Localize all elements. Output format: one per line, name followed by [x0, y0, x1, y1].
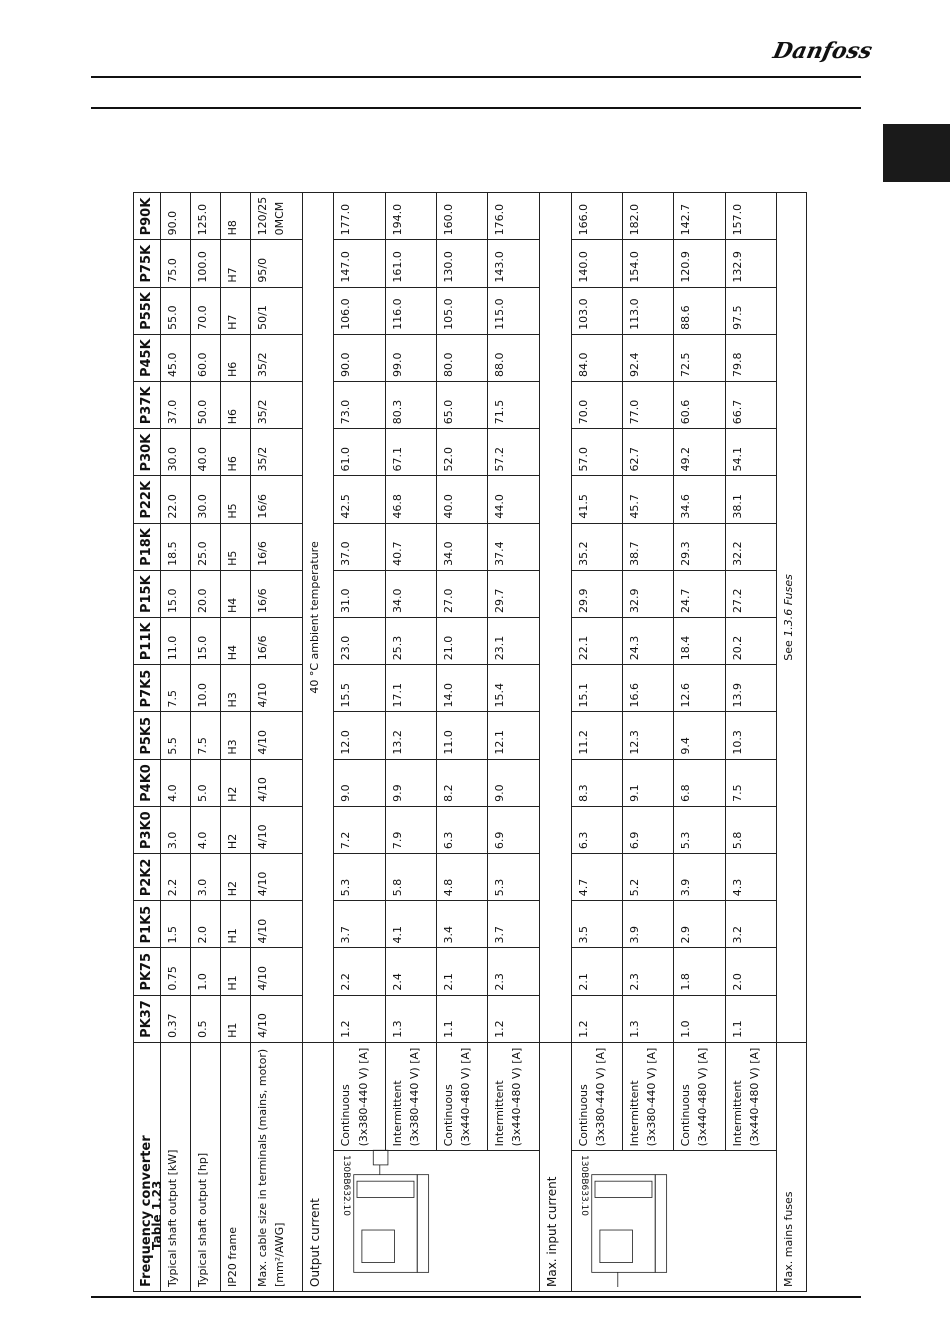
current-row — [725, 193, 776, 1292]
table-cell: 57.0 — [571, 429, 622, 476]
table-cell: 1.2 — [488, 995, 539, 1042]
table-cell: 92.4 — [622, 334, 673, 381]
rotated-table-container — [133, 192, 807, 1292]
table-cell: 60.0 — [191, 334, 221, 381]
model-p4k0: P4K0 — [134, 759, 161, 806]
table-cell: 20.0 — [191, 570, 221, 617]
table-cell: 29.9 — [571, 570, 622, 617]
table-cell: 50.0 — [191, 382, 221, 429]
table-cell: 130.0 — [437, 240, 488, 287]
row-label: Intermittent (3x440-480 V) [A] — [488, 1042, 539, 1151]
table-cell: 23.1 — [488, 618, 539, 665]
table-cell: 3.0 — [191, 854, 221, 901]
table-cell: 106.0 — [334, 287, 385, 334]
table-cell: 7.5 — [725, 759, 776, 806]
drive-display-shape — [600, 1230, 633, 1263]
fuses-see: See — [781, 640, 795, 661]
current-row — [571, 193, 622, 1292]
table-cell: H1 — [221, 901, 251, 948]
current-row — [437, 193, 488, 1292]
table-cell: 21.0 — [437, 618, 488, 665]
spec-row — [221, 193, 251, 1292]
table-cell: 34.0 — [385, 570, 436, 617]
table-cell: 99.0 — [385, 334, 436, 381]
chapter-tab-marker — [883, 124, 950, 182]
table-cell: 9.9 — [385, 759, 436, 806]
table-cell: 90.0 — [334, 334, 385, 381]
model-p18k: P18K — [134, 523, 161, 570]
table-cell: 100.0 — [191, 240, 221, 287]
table-cell: 3.7 — [488, 901, 539, 948]
model-p22k: P22K — [134, 476, 161, 523]
table-cell: 154.0 — [622, 240, 673, 287]
table-cell: 10.0 — [191, 665, 221, 712]
table-cell: 34.6 — [674, 476, 725, 523]
table-cell: 67.1 — [385, 429, 436, 476]
table-cell: 3.4 — [437, 901, 488, 948]
table-cell: 4.7 — [571, 854, 622, 901]
row-label: Intermittent (3x380-440 V) [A] — [385, 1042, 436, 1151]
section-title: Output current — [302, 1042, 334, 1291]
model-p30k: P30K — [134, 429, 161, 476]
table-cell: 46.8 — [385, 476, 436, 523]
row-label: Continuous (3x440-480 V) [A] — [674, 1042, 725, 1151]
table-cell: 97.5 — [725, 287, 776, 334]
model-p11k: P11K — [134, 618, 161, 665]
table-cell: 2.3 — [488, 948, 539, 995]
drive-base-shape — [418, 1175, 429, 1273]
table-cell: 3.9 — [674, 854, 725, 901]
table-cell: 40.0 — [191, 429, 221, 476]
table-cell: 120/25 0MCM — [251, 193, 302, 240]
table-cell: 3.7 — [334, 901, 385, 948]
table-cell: 7.5 — [161, 665, 191, 712]
table-cell: 15.0 — [191, 618, 221, 665]
spec-row — [251, 193, 302, 1292]
figure-id: 130BB632.10 — [341, 1155, 352, 1217]
model-p2k2: P2K2 — [134, 854, 161, 901]
table-cell: 12.6 — [674, 665, 725, 712]
table-cell: 3.0 — [161, 806, 191, 853]
table-cell: 11.0 — [161, 618, 191, 665]
table-cell: 32.2 — [725, 523, 776, 570]
table-cell: 66.7 — [725, 382, 776, 429]
table-cell: H5 — [221, 523, 251, 570]
table-cell: H6 — [221, 334, 251, 381]
current-row — [385, 193, 436, 1292]
table-cell: 30.0 — [191, 476, 221, 523]
fuses-reference — [776, 193, 806, 1043]
table-cell: 2.3 — [622, 948, 673, 995]
table-cell: 14.0 — [437, 665, 488, 712]
table-cell: 32.9 — [622, 570, 673, 617]
table-cell: 4.1 — [385, 901, 436, 948]
table-cell: 2.1 — [571, 948, 622, 995]
current-row — [622, 193, 673, 1292]
model-header-row — [134, 193, 161, 1292]
table-cell: 23.0 — [334, 618, 385, 665]
current-row — [334, 193, 385, 1292]
table-cell: 1.2 — [571, 995, 622, 1042]
row-label: Intermittent (3x380-440 V) [A] — [622, 1042, 673, 1151]
table-cell: 9.4 — [674, 712, 725, 759]
table-cell: 4/10 — [251, 854, 302, 901]
table-cell: 45.0 — [161, 334, 191, 381]
table-cell: 182.0 — [622, 193, 673, 240]
table-cell: 6.9 — [622, 806, 673, 853]
section-title: Max. input current — [539, 1042, 571, 1291]
table-cell: 18.4 — [674, 618, 725, 665]
table-cell: 7.2 — [334, 806, 385, 853]
table-cell: 34.0 — [437, 523, 488, 570]
table-cell: 2.0 — [725, 948, 776, 995]
table-cell: 37.0 — [334, 523, 385, 570]
table-cell: 71.5 — [488, 382, 539, 429]
table-cell: 60.6 — [674, 382, 725, 429]
table-cell: 37.0 — [161, 382, 191, 429]
table-cell: 6.3 — [437, 806, 488, 853]
table-cell: 22.0 — [161, 476, 191, 523]
table-cell: 10.3 — [725, 712, 776, 759]
table-cell: 4/10 — [251, 901, 302, 948]
header-rule-lower — [91, 107, 861, 109]
drive-body-shape — [591, 1175, 654, 1273]
table-cell: H4 — [221, 618, 251, 665]
drive-terminal-shape — [357, 1181, 414, 1197]
table-cell: 5.3 — [334, 854, 385, 901]
table-cell: 1.5 — [161, 901, 191, 948]
table-cell: 4/10 — [251, 806, 302, 853]
table-cell: H8 — [221, 193, 251, 240]
table-cell: H7 — [221, 240, 251, 287]
model-p7k5: P7K5 — [134, 665, 161, 712]
drive-display-shape — [362, 1230, 395, 1263]
spec-row — [191, 193, 221, 1292]
table-cell: 16/6 — [251, 523, 302, 570]
table-cell: 0.5 — [191, 995, 221, 1042]
corner-label: Frequency converter — [134, 1042, 161, 1291]
table-cell: 29.3 — [674, 523, 725, 570]
danfoss-logo-text: Danfoss — [770, 38, 875, 64]
table-cell: 50/1 — [251, 287, 302, 334]
table-cell: 75.0 — [161, 240, 191, 287]
table-cell: 177.0 — [334, 193, 385, 240]
table-cell: 16.6 — [622, 665, 673, 712]
table-cell: 1.2 — [334, 995, 385, 1042]
table-cell: 6.9 — [488, 806, 539, 853]
table-cell: 35.2 — [571, 523, 622, 570]
table-cell: 29.7 — [488, 570, 539, 617]
table-cell: H2 — [221, 759, 251, 806]
table-cell: 8.2 — [437, 759, 488, 806]
table-cell: 176.0 — [488, 193, 539, 240]
ambient-note: 40 °C ambient temperature — [302, 193, 334, 1043]
section-title-row — [539, 193, 571, 1292]
table-cell: 1.3 — [622, 995, 673, 1042]
table-cell: 20.2 — [725, 618, 776, 665]
table-cell: 24.3 — [622, 618, 673, 665]
table-cell: 4.8 — [437, 854, 488, 901]
fuses-row — [776, 193, 806, 1292]
table-cell: 15.5 — [334, 665, 385, 712]
table-cell: 103.0 — [571, 287, 622, 334]
table-cell: H6 — [221, 382, 251, 429]
row-label: Intermittent (3x440-480 V) [A] — [725, 1042, 776, 1151]
table-cell: 45.7 — [622, 476, 673, 523]
table-cell: 15.1 — [571, 665, 622, 712]
table-cell: 8.3 — [571, 759, 622, 806]
table-cell: 27.0 — [437, 570, 488, 617]
table-cell: 1.3 — [385, 995, 436, 1042]
table-caption: Table 1.23 — [150, 1180, 164, 1250]
table-cell: 1.1 — [437, 995, 488, 1042]
footer-rule — [91, 1296, 861, 1298]
table-cell: 4/10 — [251, 759, 302, 806]
table-cell: 95/0 — [251, 240, 302, 287]
row-label: Continuous (3x380-440 V) [A] — [571, 1042, 622, 1151]
model-p15k: P15K — [134, 570, 161, 617]
table-cell: 115.0 — [488, 287, 539, 334]
table-cell: 2.2 — [161, 854, 191, 901]
table-cell: 61.0 — [334, 429, 385, 476]
table-cell: 125.0 — [191, 193, 221, 240]
table-cell: 113.0 — [622, 287, 673, 334]
table-cell: 80.0 — [437, 334, 488, 381]
drive-base-shape — [655, 1175, 666, 1273]
table-cell: H2 — [221, 854, 251, 901]
table-cell: 9.0 — [488, 759, 539, 806]
table-cell: 12.0 — [334, 712, 385, 759]
table-cell: 2.9 — [674, 901, 725, 948]
table-cell: 1.0 — [191, 948, 221, 995]
table-cell: 7.9 — [385, 806, 436, 853]
table-cell: 16/6 — [251, 618, 302, 665]
row-label: Typical shaft output [hp] — [191, 1042, 221, 1291]
table-cell: 157.0 — [725, 193, 776, 240]
table-cell: 22.1 — [571, 618, 622, 665]
table-cell: 11.2 — [571, 712, 622, 759]
model-p75k: P75K — [134, 240, 161, 287]
table-cell: 1.8 — [674, 948, 725, 995]
table-cell: 105.0 — [437, 287, 488, 334]
table-cell: 140.0 — [571, 240, 622, 287]
row-label: Continuous (3x380-440 V) [A] — [334, 1042, 385, 1151]
table-cell: 24.7 — [674, 570, 725, 617]
fuses-label: Max. mains fuses — [776, 1042, 806, 1291]
model-pk75: PK75 — [134, 948, 161, 995]
table-cell: H4 — [221, 570, 251, 617]
table-cell: 79.8 — [725, 334, 776, 381]
model-p37k: P37K — [134, 382, 161, 429]
model-p3k0: P3K0 — [134, 806, 161, 853]
table-cell: 2.0 — [191, 901, 221, 948]
table-cell: 116.0 — [385, 287, 436, 334]
row-label: Continuous (3x440-480 V) [A] — [437, 1042, 488, 1151]
danfoss-logo — [770, 30, 875, 70]
table-cell: 4.0 — [161, 759, 191, 806]
table-cell: 3.2 — [725, 901, 776, 948]
table-cell: 11.0 — [437, 712, 488, 759]
table-cell: 5.3 — [488, 854, 539, 901]
table-cell: 9.1 — [622, 759, 673, 806]
spec-row — [161, 193, 191, 1292]
table-cell: 120.9 — [674, 240, 725, 287]
table-cell: H5 — [221, 476, 251, 523]
table-cell: H1 — [221, 995, 251, 1042]
table-cell: 5.0 — [191, 759, 221, 806]
table-cell: 65.0 — [437, 382, 488, 429]
table-cell: 161.0 — [385, 240, 436, 287]
table-cell: 30.0 — [161, 429, 191, 476]
table-cell: 4/10 — [251, 665, 302, 712]
model-p45k: P45K — [134, 334, 161, 381]
table-cell: 4.3 — [725, 854, 776, 901]
table-cell: 40.7 — [385, 523, 436, 570]
fuses-link[interactable]: 1.3.6 Fuses — [781, 574, 795, 637]
table-cell: 40.0 — [437, 476, 488, 523]
table-cell: 6.3 — [571, 806, 622, 853]
model-p1k5: P1K5 — [134, 901, 161, 948]
table-cell: 147.0 — [334, 240, 385, 287]
table-cell: 9.0 — [334, 759, 385, 806]
table-cell: 41.5 — [571, 476, 622, 523]
table-cell: 54.1 — [725, 429, 776, 476]
model-p5k5: P5K5 — [134, 712, 161, 759]
table-cell: 4.0 — [191, 806, 221, 853]
table-cell: 88.6 — [674, 287, 725, 334]
table-cell: 143.0 — [488, 240, 539, 287]
drive-diagram — [575, 1147, 685, 1287]
table-cell: 25.0 — [191, 523, 221, 570]
table-cell: 1.0 — [674, 995, 725, 1042]
section-spacer — [539, 193, 571, 1043]
table-cell: 160.0 — [437, 193, 488, 240]
specification-table — [133, 192, 807, 1292]
table-cell: 52.0 — [437, 429, 488, 476]
table-cell: 15.4 — [488, 665, 539, 712]
current-row — [488, 193, 539, 1292]
figure-id: 130BB633.10 — [578, 1155, 589, 1217]
table-cell: 17.1 — [385, 665, 436, 712]
table-cell: 38.7 — [622, 523, 673, 570]
table-cell: 5.3 — [674, 806, 725, 853]
table-cell: 57.2 — [488, 429, 539, 476]
table-cell: 166.0 — [571, 193, 622, 240]
table-cell: 62.7 — [622, 429, 673, 476]
table-cell: 2.2 — [334, 948, 385, 995]
header-rule — [91, 76, 861, 78]
table-cell: 18.5 — [161, 523, 191, 570]
table-cell: H3 — [221, 712, 251, 759]
table-cell: 80.3 — [385, 382, 436, 429]
row-label: Max. cable size in terminals (mains, motor) [mm²/AWG] — [251, 1042, 302, 1291]
table-cell: 5.8 — [385, 854, 436, 901]
table-cell: 15.0 — [161, 570, 191, 617]
model-p55k: P55K — [134, 287, 161, 334]
table-cell: 7.5 — [191, 712, 221, 759]
table-cell: 4/10 — [251, 995, 302, 1042]
table-cell: 70.0 — [191, 287, 221, 334]
table-cell: 35/2 — [251, 382, 302, 429]
drive-terminal-shape — [595, 1181, 652, 1197]
table-cell: 142.7 — [674, 193, 725, 240]
table-cell: 3.9 — [622, 901, 673, 948]
table-cell: H1 — [221, 948, 251, 995]
table-cell: 77.0 — [622, 382, 673, 429]
section-title-row — [302, 193, 334, 1292]
table-cell: 49.2 — [674, 429, 725, 476]
motor-plug-shape — [374, 1150, 389, 1165]
table-cell: H2 — [221, 806, 251, 853]
row-label: Typical shaft output [kW] — [161, 1042, 191, 1291]
table-cell: 5.5 — [161, 712, 191, 759]
input_current-figure-cell — [571, 1151, 776, 1292]
table-cell: 0.37 — [161, 995, 191, 1042]
table-cell: 44.0 — [488, 476, 539, 523]
table-cell: 70.0 — [571, 382, 622, 429]
table-cell: 6.8 — [674, 759, 725, 806]
table-cell: 5.2 — [622, 854, 673, 901]
current-row — [674, 193, 725, 1292]
table-cell: 4/10 — [251, 948, 302, 995]
table-cell: 42.5 — [334, 476, 385, 523]
drive-diagram — [337, 1147, 447, 1287]
table-cell: 35/2 — [251, 334, 302, 381]
table-cell: 194.0 — [385, 193, 436, 240]
table-cell: 73.0 — [334, 382, 385, 429]
table-cell: H7 — [221, 287, 251, 334]
table-cell: 16/6 — [251, 570, 302, 617]
output_current-figure-cell — [334, 1151, 539, 1292]
table-cell: 5.8 — [725, 806, 776, 853]
table-cell: 16/6 — [251, 476, 302, 523]
table-cell: 0.75 — [161, 948, 191, 995]
table-cell: 132.9 — [725, 240, 776, 287]
table-cell: 25.3 — [385, 618, 436, 665]
table-cell: 35/2 — [251, 429, 302, 476]
table-cell: 1.1 — [725, 995, 776, 1042]
drive-body-shape — [354, 1175, 417, 1273]
table-cell: 55.0 — [161, 287, 191, 334]
table-cell: H6 — [221, 429, 251, 476]
model-p90k: P90K — [134, 193, 161, 240]
table-cell: 27.2 — [725, 570, 776, 617]
table-cell: 2.1 — [437, 948, 488, 995]
table-cell: 12.1 — [488, 712, 539, 759]
table-cell: 37.4 — [488, 523, 539, 570]
table-cell: 4/10 — [251, 712, 302, 759]
table-cell: 2.4 — [385, 948, 436, 995]
table-cell: 13.2 — [385, 712, 436, 759]
table-cell: H3 — [221, 665, 251, 712]
table-cell: 88.0 — [488, 334, 539, 381]
table-cell: 13.9 — [725, 665, 776, 712]
table-cell: 3.5 — [571, 901, 622, 948]
row-label: IP20 frame — [221, 1042, 251, 1291]
table-cell: 12.3 — [622, 712, 673, 759]
table-cell: 90.0 — [161, 193, 191, 240]
table-cell: 31.0 — [334, 570, 385, 617]
table-cell: 72.5 — [674, 334, 725, 381]
table-cell: 84.0 — [571, 334, 622, 381]
model-pk37: PK37 — [134, 995, 161, 1042]
table-cell: 38.1 — [725, 476, 776, 523]
